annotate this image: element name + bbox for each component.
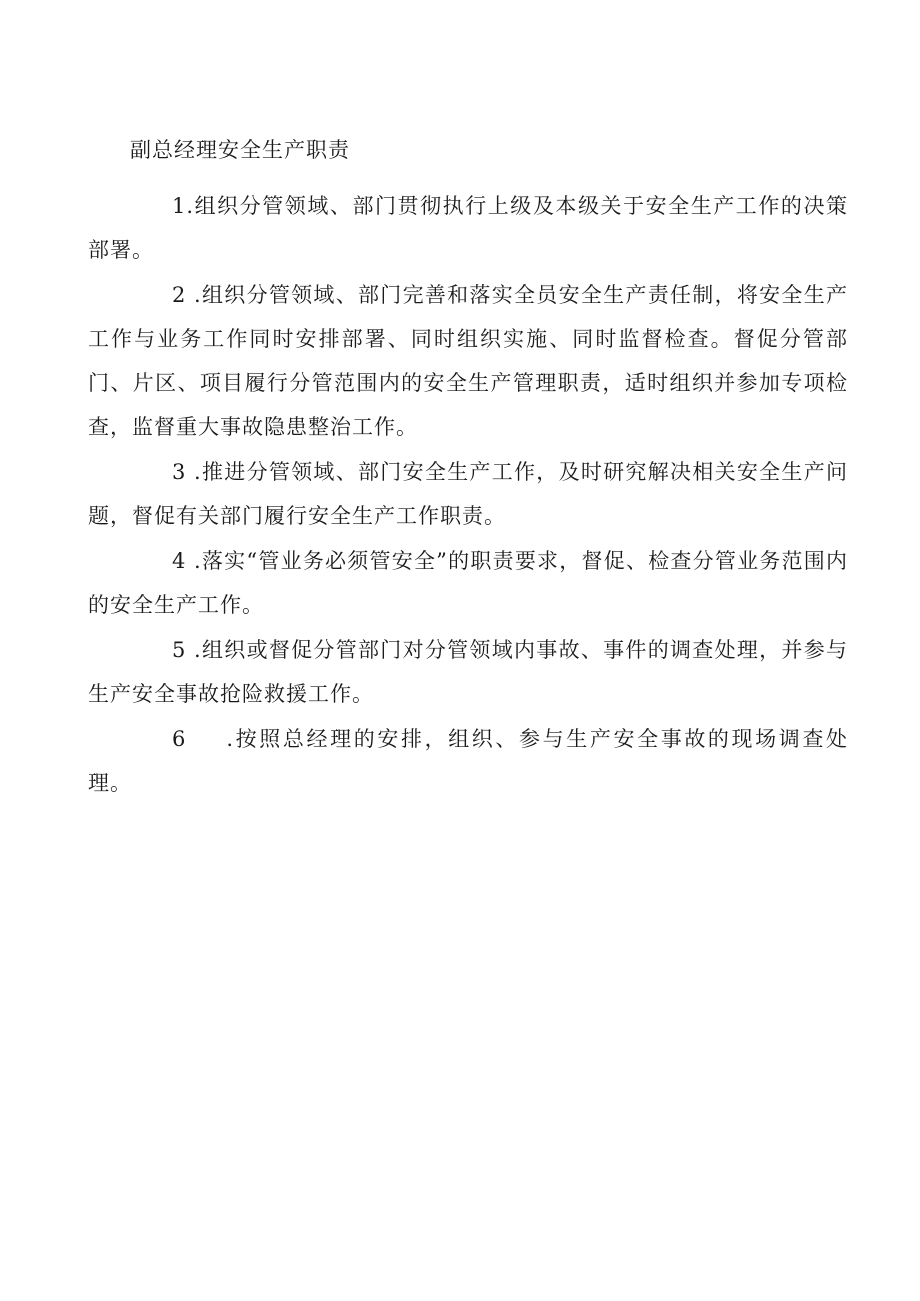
item-text: 组织或督促分管部门对分管领域内事故、事件的调查处理，并参与生产安全事故抢险救援工作。 xyxy=(88,638,848,706)
duty-item-3 xyxy=(88,450,848,538)
item-number: 1. xyxy=(172,194,195,218)
document-body xyxy=(88,128,848,805)
item-text: 组织分管领域、部门贯彻执行上级及本级关于安全生产工作的决策部署。 xyxy=(88,194,848,262)
item-number: 6 xyxy=(172,727,187,751)
duty-item-1 xyxy=(88,184,848,272)
item-number: 3 . xyxy=(172,460,202,484)
item-number-suffix: . xyxy=(226,727,235,751)
duty-item-2 xyxy=(88,273,848,449)
item-text: 落实“管业务必须管安全”的职责要求，督促、检查分管业务范围内的安全生产工作。 xyxy=(88,549,848,617)
duty-item-5 xyxy=(88,628,848,716)
item-text: 推进分管领域、部门安全生产工作，及时研究解决相关安全生产问题，督促有关部门履行安全生产工作职责。 xyxy=(88,460,848,528)
item-text: 组织分管领域、部门完善和落实全员安全生产责任制，将安全生产工作与业务工作同时安排部署、同时组织实施、同时监督检查。督促分管部门、片区、项目履行分管范围内的安全生产管理职责，适时组织并参加专项检查，监督重大事故隐患整治工作。 xyxy=(88,283,848,439)
item-number: 4 . xyxy=(172,549,202,573)
item-number: 5 . xyxy=(172,638,202,662)
duty-item-4 xyxy=(88,539,848,627)
item-text: 按照总经理的安排，组织、参与生产安全事故的现场调查处理。 xyxy=(88,727,848,795)
item-number: 2 . xyxy=(172,283,202,307)
document-title: 副总经理安全生产职责 xyxy=(130,138,350,162)
duty-item-6 xyxy=(88,717,848,805)
